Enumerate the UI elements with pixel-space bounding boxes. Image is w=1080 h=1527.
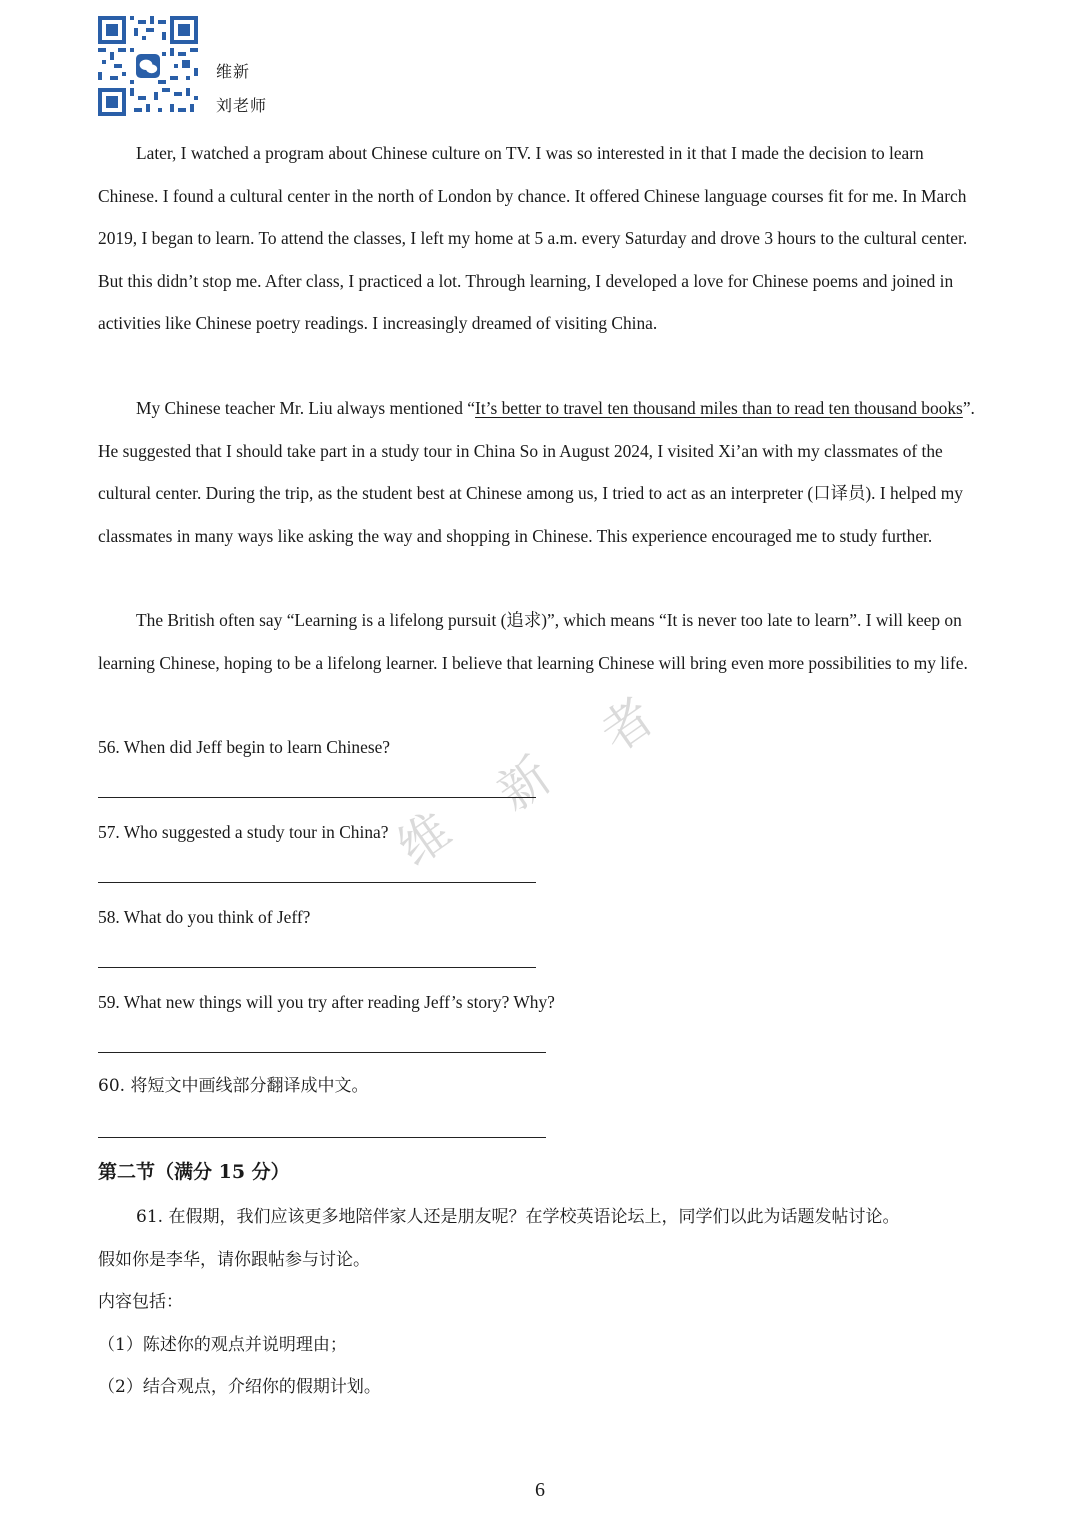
underlined-quote: It’s better to travel ten thousand miles than to read ten thousand books <box>475 398 963 418</box>
watermark-char: 新 <box>487 746 562 823</box>
content-item-2: （2）结合观点，介绍你的假期计划。 <box>98 1377 381 1397</box>
question-59: 59. What new things will you try after reading Jeff’s story? Why? <box>98 992 555 1012</box>
answer-line-57[interactable] <box>98 882 536 883</box>
answer-line-58[interactable] <box>98 967 536 968</box>
writing-prompt-line2: 假如你是李华，请你跟帖参与讨论。 <box>98 1250 370 1270</box>
passage-paragraph-2 <box>98 387 988 557</box>
passage-paragraph-1: Later, I watched a program about Chinese culture on TV. I was so interested in it that I made the decision to learn Chinese. I found a cultural center in the north of London by chance. It offered Chinese language courses fit for me. In March 2019, I began to learn. To attend the classes, I left my home at 5 a.m. every Saturday and drove 3 hours to the cultural center. But this didn’t stop me. After class, I practiced a lot. Through learning, I developed a love for Chinese poems and joined in activities like Chinese poetry readings. I increasingly dreamed of visiting China. <box>98 143 968 333</box>
question-60: 60. 将短文中画线部分翻译成中文。 <box>98 1076 369 1096</box>
qr-label-line1: 维新 <box>216 62 251 81</box>
page-number: 6 <box>535 1479 545 1501</box>
question-58: 58. What do you think of Jeff? <box>98 907 311 927</box>
question-56: 56. When did Jeff begin to learn Chinese? <box>98 737 391 757</box>
passage-paragraph-3: The British often say “Learning is a lifelong pursuit (追求)”, which means “It is never too late to learn”. I will keep on learning Chinese, hoping to be a lifelong learner. I believe that learning Chinese will bring even more possibilities to my life. <box>98 610 968 673</box>
writing-prompt-line1: 61. 在假期，我们应该更多地陪伴家人还是朋友呢？在学校英语论坛上，同学们以此为话题发帖讨论。 <box>136 1207 900 1227</box>
content-label: 内容包括： <box>98 1292 183 1312</box>
question-57: 57. Who suggested a study tour in China? <box>98 822 389 842</box>
paragraph-2-intro: My Chinese teacher Mr. Liu always mentioned “ <box>136 398 476 418</box>
watermark-char: 维 <box>387 801 462 878</box>
watermark-char: 者 <box>590 687 665 764</box>
paragraph-2-body: ”. He suggested that I should take part in a study tour in China So in August 2024, I visited Xi’an with my classmates of the cultural center. During the trip, as the student best at Chinese among us, I tried to act as an interpreter (口译员). I helped my classmates in many ways like asking the way and shopping in Chinese. This experience encouraged me to study further. <box>98 398 975 546</box>
qr-label-line2: 刘老师 <box>216 96 268 115</box>
answer-line-60[interactable] <box>98 1137 546 1138</box>
answer-line-59[interactable] <box>98 1052 546 1053</box>
content-item-1: （1）陈述你的观点并说明理由； <box>98 1335 347 1355</box>
wechat-qr-code-icon <box>98 16 198 116</box>
answer-line-56[interactable] <box>98 797 536 798</box>
section-2-title: 第二节（满分 15 分） <box>98 1161 290 1183</box>
